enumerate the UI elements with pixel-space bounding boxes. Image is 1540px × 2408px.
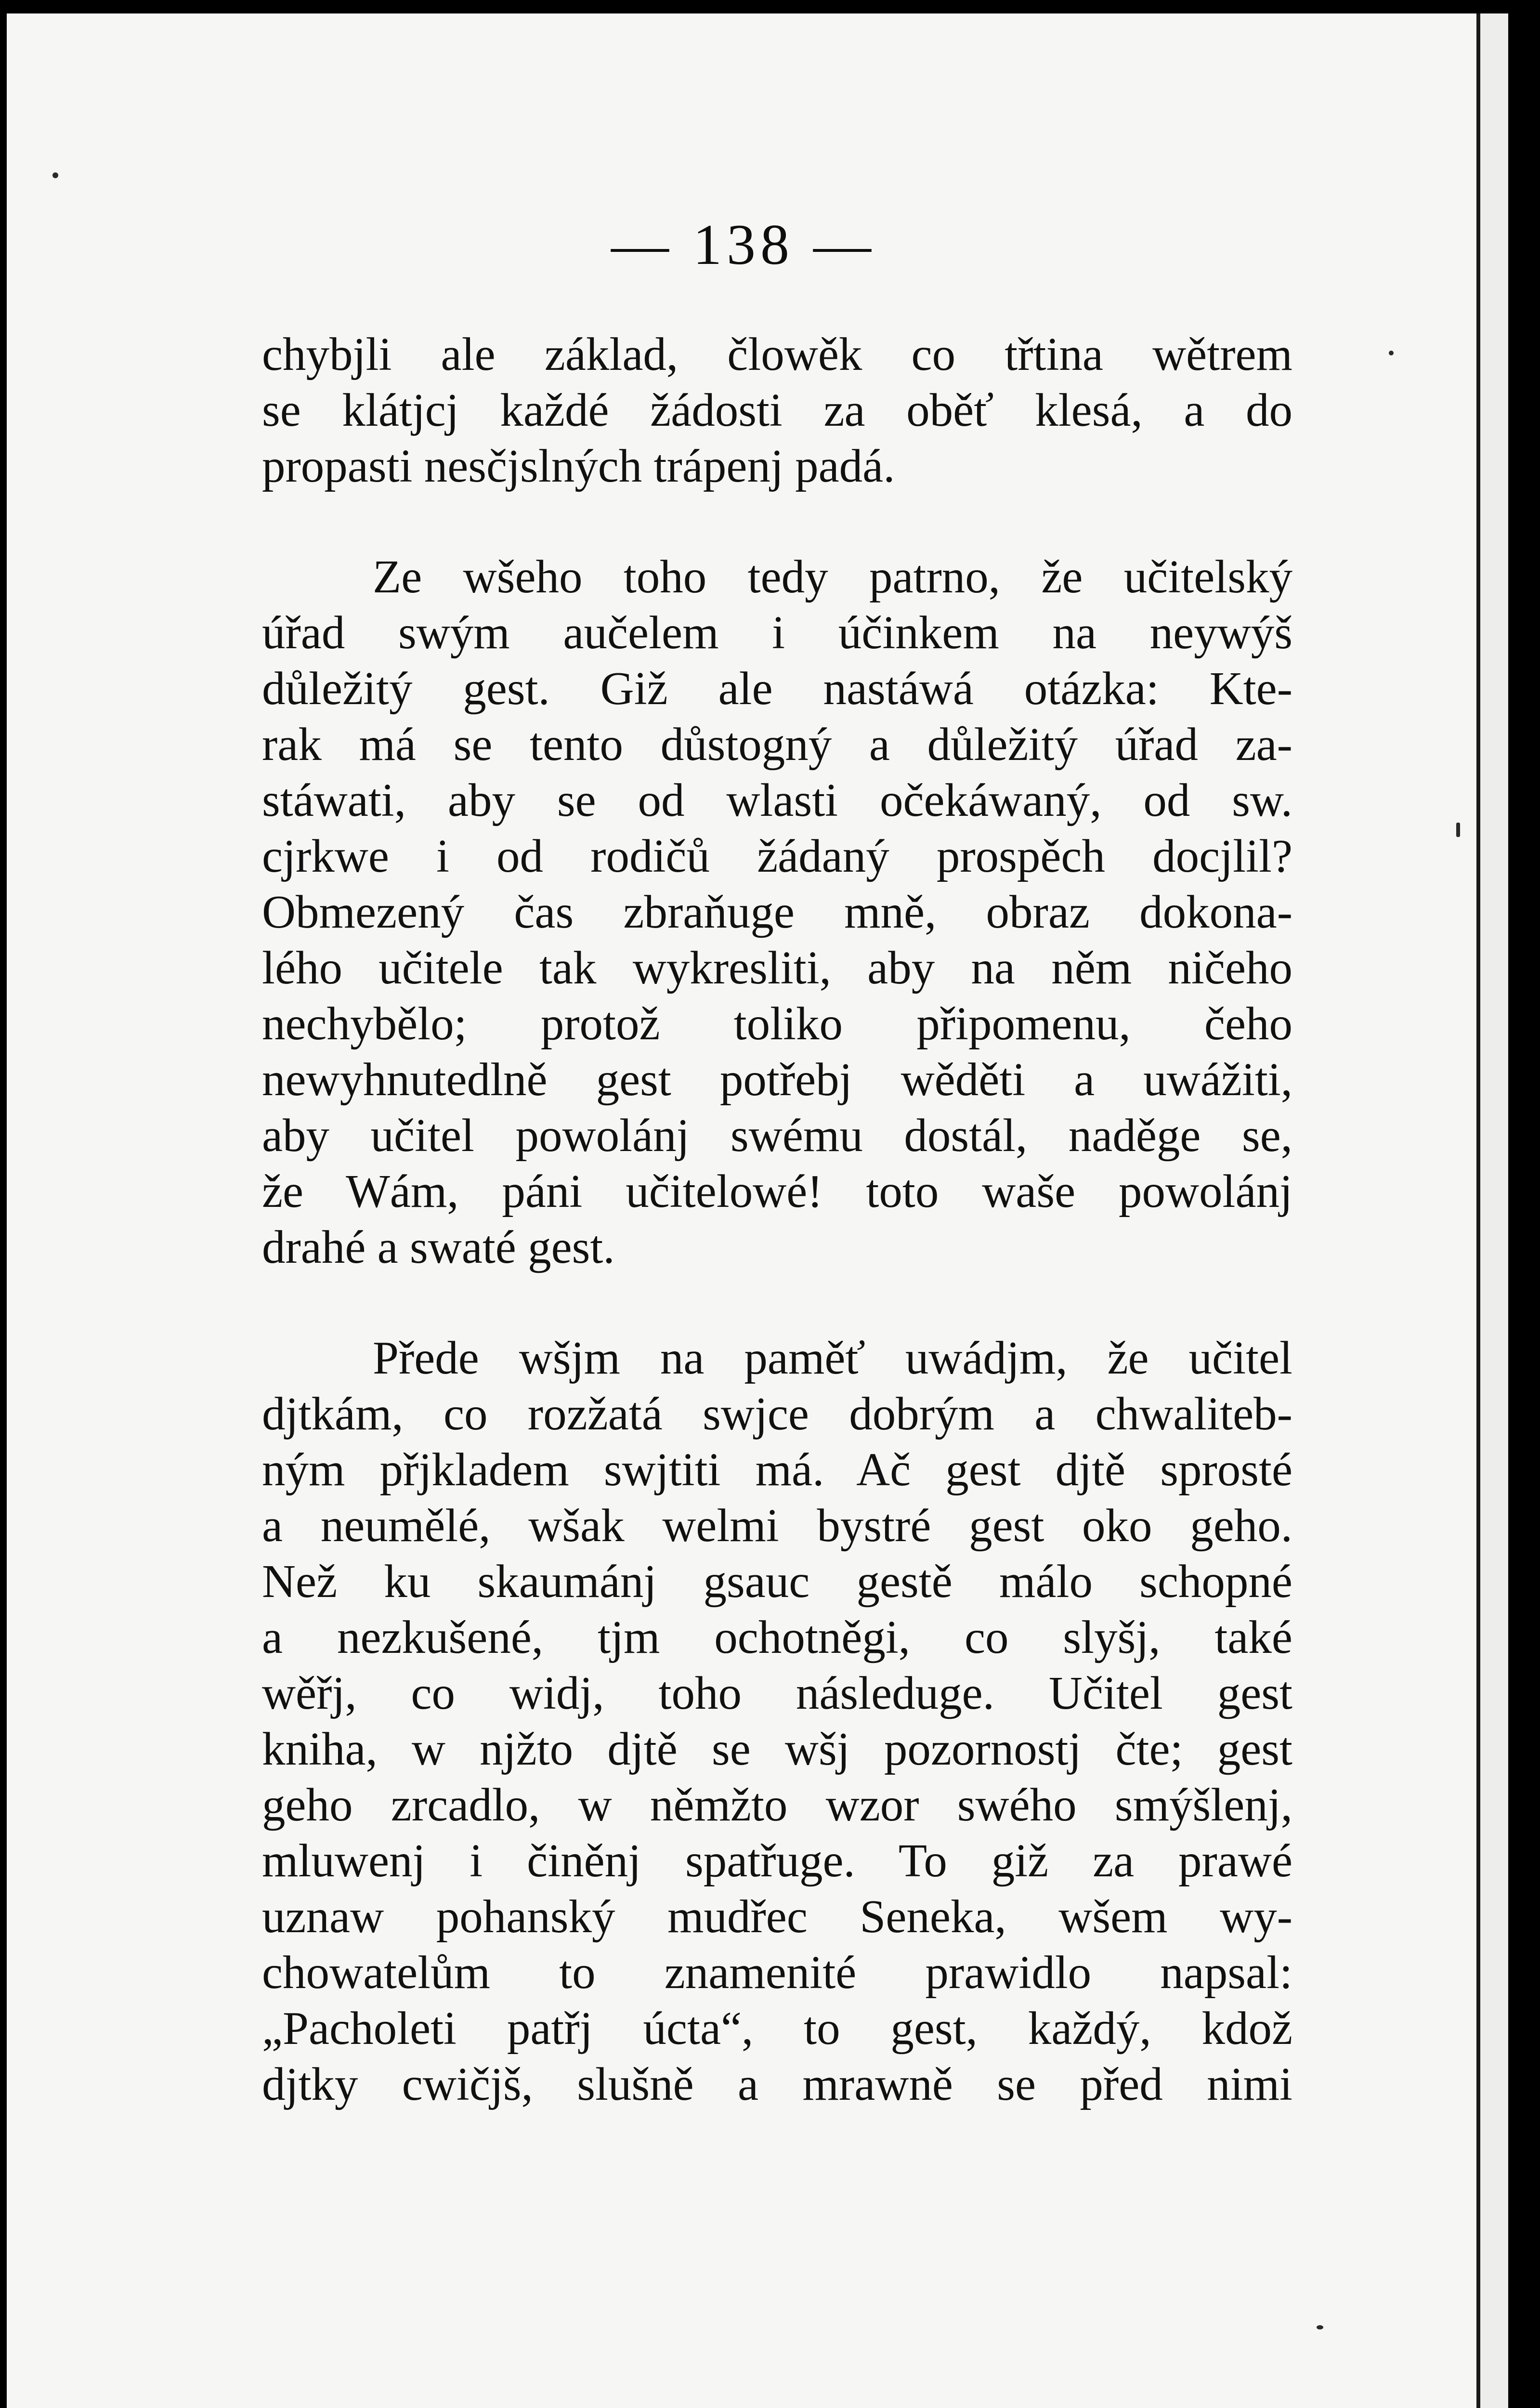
text-line: úřad swým aučelem i účinkem na neywýš — [262, 607, 1292, 658]
text-line: „Pacholeti patřj úcta“, to gest, každý, kdož — [262, 2002, 1292, 2054]
text-line: newyhnutedlně gest potřebj wěděti a uwážiti, — [262, 1054, 1292, 1105]
text-line: uznaw pohanský mudřec Seneka, wšem wy- — [262, 1891, 1292, 1942]
text-line: djtky cwičjš, slušně a mrawně se před nimi — [262, 2058, 1292, 2110]
ink-speck — [1456, 823, 1460, 837]
text-line: nechybělo; protož toliko připomenu, čeho — [262, 998, 1292, 1049]
body-text — [262, 327, 1292, 2112]
text-line: kniha, w njžto djtě se wšj pozornostj čte; gest — [262, 1723, 1292, 1775]
page-edge-shadow — [1476, 13, 1508, 2408]
text-line: Než ku skaumánj gsauc gestě málo schopné — [262, 1556, 1292, 1607]
text-line: geho zrcadlo, w němžto wzor swého smýšlenj, — [262, 1779, 1292, 1831]
text-line: aby učitel powolánj swému dostál, naděge se, — [262, 1110, 1292, 1161]
text-line: cjrkwe i od rodičů žádaný prospěch docjlil? — [262, 830, 1292, 882]
paragraph — [262, 549, 1292, 1275]
text-line: ným přjkladem swjtiti má. Ač gest djtě sprosté — [262, 1444, 1292, 1495]
text-line: a neumělé, wšak welmi bystré gest oko geho. — [262, 1500, 1292, 1551]
text-line: a nezkušené, tjm ochotněgi, co slyšj, také — [262, 1611, 1292, 1663]
text-line: Ze wšeho toho tedy patrno, že učitelský — [373, 551, 1292, 602]
text-line: se klátjcj každé žádosti za oběť klesá, a do — [262, 384, 1292, 436]
text-line: chowatelům to znamenité prawidlo napsal: — [262, 1947, 1292, 1998]
text-line: wěřj, co widj, toho následuge. Učitel gest — [262, 1667, 1292, 1719]
text-line: djtkám, co rozžatá swjce dobrým a chwaliteb- — [262, 1388, 1292, 1440]
ink-speck — [52, 172, 58, 178]
text-line: že Wám, páni učitelowé! toto waše powolánj — [262, 1165, 1292, 1217]
text-line: důležitý gest. Giž ale nastáwá otázka: Kte- — [262, 663, 1292, 714]
text-line: mluwenj i činěnj spatřuge. To giž za prawé — [262, 1835, 1292, 1886]
paragraph — [262, 327, 1292, 494]
ink-speck — [1317, 2325, 1323, 2329]
text-line: Obmezený čas zbraňuge mně, obraz dokona- — [262, 886, 1292, 938]
book-page — [7, 13, 1508, 2408]
page-number: — 138 — — [611, 212, 876, 276]
ink-speck — [1389, 351, 1394, 355]
text-line: Přede wšjm na paměť uwádjm, že učitel — [373, 1332, 1292, 1384]
text-line: drahé a swaté gest. — [262, 1221, 615, 1273]
text-line: propasti nesčjslných trápenj padá. — [262, 440, 895, 492]
text-line: lého učitele tak wykresliti, aby na něm ničeho — [262, 942, 1292, 994]
text-line: chybjli ale základ, člowěk co třtina wětrem — [262, 328, 1292, 380]
text-line: stáwati, aby se od wlasti očekáwaný, od sw. — [262, 774, 1292, 826]
text-line: rak má se tento důstogný a důležitý úřad za- — [262, 719, 1292, 770]
paragraph — [262, 1330, 1292, 2112]
